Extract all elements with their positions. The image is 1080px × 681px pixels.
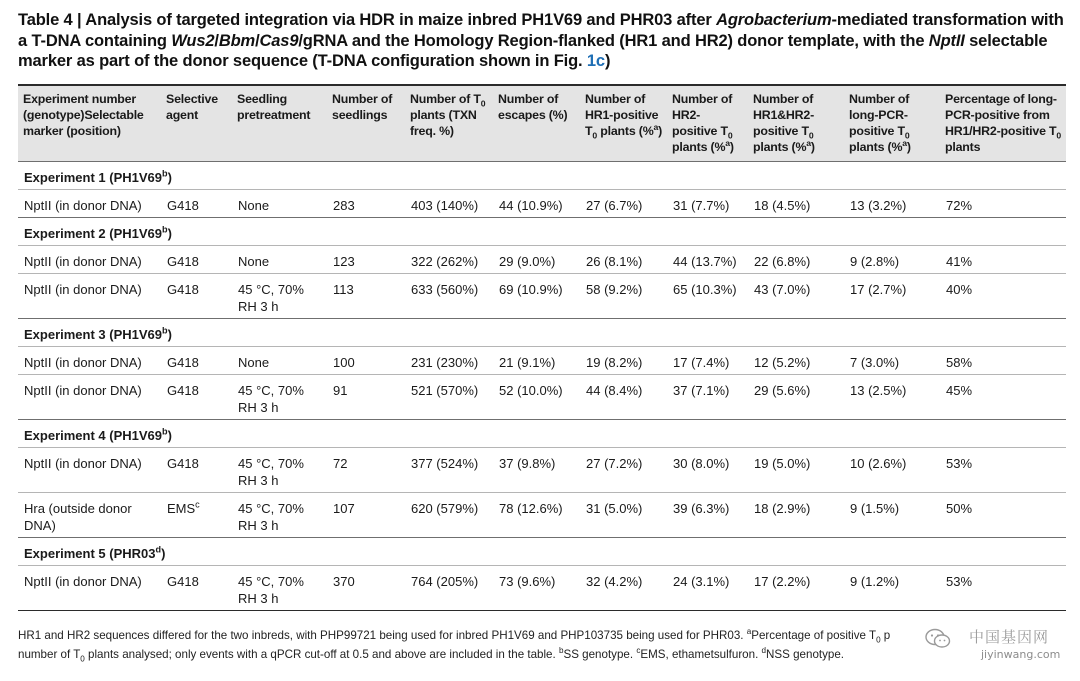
header-hr2: Number of HR2-positive $T_0$ plants (%$^a$): [667, 86, 748, 162]
cell-seedlings: 72: [327, 448, 405, 493]
experiment-heading-row: [18, 319, 1066, 347]
cell-t0-plants: 521 (570%): [405, 375, 493, 420]
cell-long-pcr: 17 (2.7%): [844, 274, 940, 319]
cell-seedlings: 123: [327, 246, 405, 274]
cell-escapes: 37 (9.8%): [493, 448, 580, 493]
cell-t0-plants: 403 (140%): [405, 190, 493, 218]
header-selective-agent: Selective agent: [161, 86, 232, 162]
experiment-heading-row: [18, 538, 1066, 566]
cell-escapes: 44 (10.9%): [493, 190, 580, 218]
footnote-line-1: HR1 and HR2 sequences differed for the two inbreds, with PHP99721 being used for inbred PH1V69 and PHP103735 being used for PHR03. $^a$Percentage of positive $T_0$ p: [18, 627, 891, 645]
cell-agent: G418: [161, 566, 232, 611]
cell-marker: NptII (in donor DNA): [18, 190, 161, 218]
cell-percentage: 58%: [940, 347, 1066, 375]
experiment-heading-row: [18, 162, 1066, 190]
cell-agent: EMS$^c$: [161, 493, 232, 538]
figure-link[interactable]: 1c: [586, 52, 605, 70]
cell-hr2: 39 (6.3%): [667, 493, 748, 538]
cell-agent: G418: [161, 448, 232, 493]
cell-long-pcr: 10 (2.6%): [844, 448, 940, 493]
table-footnote: [18, 626, 1068, 664]
experiment-heading-row: [18, 420, 1066, 448]
cell-hr1-hr2: 18 (4.5%): [748, 190, 844, 218]
cell-hr1: 27 (6.7%): [580, 190, 667, 218]
cell-seedlings: 370: [327, 566, 405, 611]
cell-escapes: 69 (10.9%): [493, 274, 580, 319]
cell-long-pcr: 9 (2.8%): [844, 246, 940, 274]
cell-escapes: 21 (9.1%): [493, 347, 580, 375]
header-hr1-hr2: Number of HR1&HR2-positive $T_0$ plants (%$^a$): [748, 86, 844, 162]
cell-escapes: 73 (9.6%): [493, 566, 580, 611]
cell-hr2: 17 (7.4%): [667, 347, 748, 375]
cell-t0-plants: 764 (205%): [405, 566, 493, 611]
cell-seedlings: 107: [327, 493, 405, 538]
cell-percentage: 53%: [940, 448, 1066, 493]
experiment-title: Experiment 5 (PHR03$^d$): [18, 538, 1066, 566]
header-t0-plants: Number of $T_0$ plants (TXN freq. %): [405, 86, 493, 162]
cell-hr2: 30 (8.0%): [667, 448, 748, 493]
table-row: [18, 347, 1066, 375]
cell-pretreatment: 45 °C, 70% RH 3 h: [232, 274, 327, 319]
cell-seedlings: 283: [327, 190, 405, 218]
header-long-pcr: Number of long-PCR-positive $T_0$ plants (%$^a$): [844, 86, 940, 162]
footnote-line-2: number of $T_0$ plants analysed; only events with a qPCR cut-off at 0.5 and above are included in the table. $^b$SS genotype. $^c$EMS, ethametsulfuron. $^d$NSS genotype.: [18, 646, 845, 664]
cell-hr1-hr2: 17 (2.2%): [748, 566, 844, 611]
watermark-url: jiyinwang.com: [981, 648, 1061, 661]
experiment-title: Experiment 3 (PH1V69$^b$): [18, 319, 1066, 347]
cell-agent: G418: [161, 246, 232, 274]
table-row: [18, 493, 1066, 538]
cell-pretreatment: 45 °C, 70% RH 3 h: [232, 566, 327, 611]
cell-hr2: 44 (13.7%): [667, 246, 748, 274]
cell-hr1-hr2: 12 (5.2%): [748, 347, 844, 375]
cell-agent: G418: [161, 347, 232, 375]
cell-long-pcr: 7 (3.0%): [844, 347, 940, 375]
cell-long-pcr: 9 (1.5%): [844, 493, 940, 538]
cell-seedlings: 91: [327, 375, 405, 420]
cell-hr1: 31 (5.0%): [580, 493, 667, 538]
cell-t0-plants: 322 (262%): [405, 246, 493, 274]
cell-long-pcr: 13 (3.2%): [844, 190, 940, 218]
header-hr1: Number of HR1-positive $T_0$ plants (%$^a$): [580, 86, 667, 162]
cell-t0-plants: 377 (524%): [405, 448, 493, 493]
cell-hr1-hr2: 19 (5.0%): [748, 448, 844, 493]
cell-agent: G418: [161, 375, 232, 420]
cell-hr2: 65 (10.3%): [667, 274, 748, 319]
cell-long-pcr: 9 (1.2%): [844, 566, 940, 611]
cell-percentage: 41%: [940, 246, 1066, 274]
cell-pretreatment: 45 °C, 70% RH 3 h: [232, 448, 327, 493]
cell-hr2: 24 (3.1%): [667, 566, 748, 611]
cell-escapes: 29 (9.0%): [493, 246, 580, 274]
table-row: [18, 246, 1066, 274]
cell-hr1: 58 (9.2%): [580, 274, 667, 319]
watermark: [925, 626, 1067, 666]
header-pretreatment: Seedling pretreatment: [232, 86, 327, 162]
cell-hr1-hr2: 29 (5.6%): [748, 375, 844, 420]
cell-hr2: 31 (7.7%): [667, 190, 748, 218]
cell-marker: NptII (in donor DNA): [18, 375, 161, 420]
cell-agent: G418: [161, 274, 232, 319]
cell-pretreatment: None: [232, 190, 327, 218]
cell-marker: NptII (in donor DNA): [18, 274, 161, 319]
cell-long-pcr: 13 (2.5%): [844, 375, 940, 420]
header-percentage: Percentage of long-PCR-positive from HR1/HR2-positive $T_0$ plants: [940, 86, 1066, 162]
wechat-logo-icon: [925, 628, 951, 650]
cell-t0-plants: 231 (230%): [405, 347, 493, 375]
table-row: [18, 566, 1066, 611]
cell-hr1: 19 (8.2%): [580, 347, 667, 375]
cell-marker: NptII (in donor DNA): [18, 448, 161, 493]
cell-hr1-hr2: 18 (2.9%): [748, 493, 844, 538]
header-experiment: Experiment number (genotype)Selectable marker (position): [18, 86, 161, 162]
cell-seedlings: 113: [327, 274, 405, 319]
experiment-heading-row: [18, 218, 1066, 246]
cell-hr1: 26 (8.1%): [580, 246, 667, 274]
cell-marker: NptII (in donor DNA): [18, 566, 161, 611]
cell-hr1-hr2: 22 (6.8%): [748, 246, 844, 274]
experiment-title: Experiment 1 (PH1V69$^b$): [18, 162, 1066, 190]
table-caption: Table 4 | Analysis of targeted integration via HDR in maize inbred PH1V69 and PHR03 after Agrobacterium-mediated transformation with a T-DNA containing Wus2/Bbm/Cas9/gRNA and the Homology Region-flanked (HR1 and HR2) donor template, with the NptII selectable marker as part of the donor sequence (T-DNA configuration shown in Fig. 1c): [18, 11, 1064, 70]
cell-escapes: 52 (10.0%): [493, 375, 580, 420]
table-row: [18, 274, 1066, 319]
table-row: [18, 375, 1066, 420]
cell-marker: Hra (outside donor DNA): [18, 493, 161, 538]
experiment-title: Experiment 2 (PH1V69$^b$): [18, 218, 1066, 246]
cell-pretreatment: None: [232, 246, 327, 274]
cell-marker: NptII (in donor DNA): [18, 246, 161, 274]
cell-percentage: 50%: [940, 493, 1066, 538]
experiment-title: Experiment 4 (PH1V69$^b$): [18, 420, 1066, 448]
cell-hr1: 32 (4.2%): [580, 566, 667, 611]
cell-agent: G418: [161, 190, 232, 218]
cell-hr1-hr2: 43 (7.0%): [748, 274, 844, 319]
cell-hr1: 27 (7.2%): [580, 448, 667, 493]
cell-percentage: 40%: [940, 274, 1066, 319]
cell-hr1: 44 (8.4%): [580, 375, 667, 420]
cell-pretreatment: 45 °C, 70% RH 3 h: [232, 493, 327, 538]
table-header-row: [18, 86, 1066, 162]
cell-t0-plants: 620 (579%): [405, 493, 493, 538]
cell-pretreatment: 45 °C, 70% RH 3 h: [232, 375, 327, 420]
data-table: [18, 86, 1066, 611]
cell-percentage: 45%: [940, 375, 1066, 420]
header-seedlings: Number of seedlings: [327, 86, 405, 162]
header-escapes: Number of escapes (%): [493, 86, 580, 162]
cell-percentage: 72%: [940, 190, 1066, 218]
table-row: [18, 448, 1066, 493]
cell-percentage: 53%: [940, 566, 1066, 611]
cell-seedlings: 100: [327, 347, 405, 375]
cell-marker: NptII (in donor DNA): [18, 347, 161, 375]
cell-escapes: 78 (12.6%): [493, 493, 580, 538]
cell-t0-plants: 633 (560%): [405, 274, 493, 319]
watermark-chinese: 中国基因网: [969, 628, 1050, 646]
table-row: [18, 190, 1066, 218]
cell-pretreatment: None: [232, 347, 327, 375]
cell-hr2: 37 (7.1%): [667, 375, 748, 420]
